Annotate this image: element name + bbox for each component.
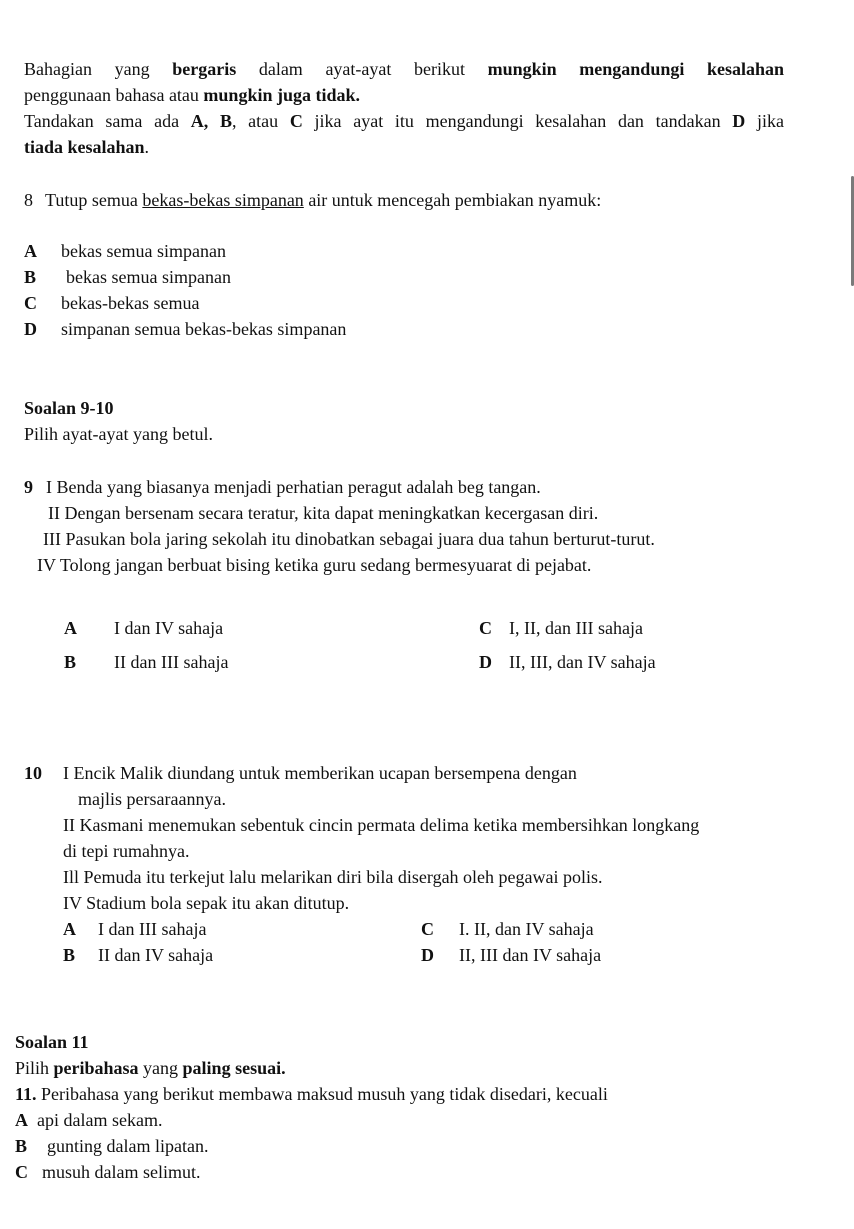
option-label: C [479, 618, 492, 638]
text: air untuk mencegah pembiakan nyamuk: [303, 190, 602, 210]
underlined-text: bekas-bekas simpanan [142, 190, 304, 210]
option-label: B [24, 267, 37, 287]
option-text: simpanan semua bekas-bekas simpanan [61, 319, 347, 339]
option-label: A [24, 241, 37, 261]
option-d[interactable] [479, 651, 656, 673]
option-a[interactable] [24, 240, 226, 262]
question-number: 10 [24, 763, 42, 783]
option-text: I. II, dan IV sahaja [459, 919, 594, 939]
instruction-line-3 [24, 110, 784, 132]
option-text: bekas semua simpanan [66, 267, 231, 287]
section-title: Soalan 9-10 [24, 398, 114, 418]
option-text: bekas-bekas semua [61, 293, 200, 313]
instruction-line-1 [24, 58, 784, 80]
option-label: A [63, 919, 76, 939]
text: Bahagian yang [24, 59, 173, 79]
question-11 [15, 1083, 608, 1105]
option-a[interactable] [15, 1109, 162, 1131]
text: jika ayat itu mengandungi kesalahan dan tandakan [302, 111, 733, 131]
question-8 [24, 189, 601, 211]
bold-text: D [732, 111, 746, 131]
option-label: A [15, 1110, 28, 1130]
option-c[interactable] [24, 292, 199, 314]
question-text: Peribahasa yang berikut membawa maksud musuh yang tidak disedari, kecuali [36, 1084, 608, 1104]
instruction-line-2 [24, 84, 360, 106]
bold-text: peribahasa [53, 1058, 139, 1078]
option-text: I dan III sahaja [98, 919, 207, 939]
instruction-line-4 [24, 136, 149, 158]
option-b[interactable] [64, 651, 228, 673]
option-b[interactable] [63, 944, 213, 966]
option-text: api dalam sekam. [37, 1110, 163, 1130]
option-label: C [24, 293, 37, 313]
text: penggunaan bahasa atau [24, 85, 204, 105]
option-a[interactable] [64, 617, 223, 639]
question-number: 9 [24, 477, 33, 497]
statement: III Pasukan bola jaring sekolah itu dinobatkan sebagai juara dua tahun berturut-turut. [43, 529, 655, 549]
option-b[interactable] [24, 266, 231, 288]
option-text: II dan III sahaja [114, 652, 229, 672]
option-label: D [479, 652, 492, 672]
option-text: II dan IV sahaja [98, 945, 214, 965]
option-text: II, III dan IV sahaja [459, 945, 602, 965]
text: Pilih [15, 1058, 54, 1078]
text: . [144, 137, 150, 157]
section-title: Soalan 11 [15, 1032, 89, 1052]
option-label: B [63, 945, 76, 965]
statement: majlis persaraannya. [78, 789, 226, 809]
text: yang [138, 1058, 183, 1078]
statement: I Benda yang biasanya menjadi perhatian peragut adalah beg tangan. [46, 477, 541, 497]
bold-text: bergaris [172, 59, 237, 79]
option-label: B [15, 1136, 28, 1156]
option-c[interactable] [421, 918, 594, 940]
statement: di tepi rumahnya. [63, 841, 190, 861]
question-number: 11. [15, 1084, 37, 1104]
question-number: 8 [24, 190, 33, 210]
option-label: D [421, 945, 434, 965]
option-text: gunting dalam lipatan. [47, 1136, 209, 1156]
option-text: musuh dalam selimut. [42, 1162, 201, 1182]
option-text: II, III, dan IV sahaja [509, 652, 656, 672]
option-label: C [15, 1162, 28, 1182]
statement: IV Stadium bola sepak itu akan ditutup. [63, 893, 350, 913]
option-d[interactable] [24, 318, 346, 340]
option-c[interactable] [479, 617, 643, 639]
option-label: D [24, 319, 37, 339]
text: Tutup semua [45, 190, 143, 210]
option-text: bekas semua simpanan [61, 241, 226, 261]
section-instruction: Pilih ayat-ayat yang betul. [24, 424, 213, 444]
section-instruction [15, 1057, 286, 1079]
option-d[interactable] [421, 944, 601, 966]
statement: II Dengan bersenam secara teratur, kita dapat meningkatkan kecergasan diri. [48, 503, 599, 523]
option-label: B [64, 652, 77, 672]
bold-text: C [289, 111, 303, 131]
statement: I Encik Malik diundang untuk memberikan ucapan bersempena dengan [63, 763, 577, 783]
option-c[interactable] [15, 1161, 200, 1183]
option-label: A [64, 618, 77, 638]
statement: Ill Pemuda itu terkejut lalu melarikan diri bila disergah oleh pegawai polis. [63, 867, 603, 887]
text: dalam ayat-ayat berikut [236, 59, 488, 79]
bold-text: A, B [190, 111, 232, 131]
bold-text: mungkin mengandungi kesalahan [487, 59, 784, 79]
option-text: I dan IV sahaja [114, 618, 224, 638]
option-a[interactable] [63, 918, 206, 940]
statement: IV Tolong jangan berbuat bising ketika guru sedang bermesyuarat di pejabat. [37, 555, 592, 575]
option-label: C [421, 919, 434, 939]
text: jika [745, 111, 784, 131]
option-text: I, II, dan III sahaja [509, 618, 643, 638]
text: , atau [231, 111, 290, 131]
text: Tandakan sama ada [24, 111, 191, 131]
bold-text: tiada kesalahan [24, 137, 145, 157]
statement: II Kasmani menemukan sebentuk cincin permata delima ketika membersihkan longkang [63, 815, 700, 835]
option-b[interactable] [15, 1135, 208, 1157]
bold-text: paling sesuai. [182, 1058, 286, 1078]
bold-text: mungkin juga tidak. [203, 85, 360, 105]
